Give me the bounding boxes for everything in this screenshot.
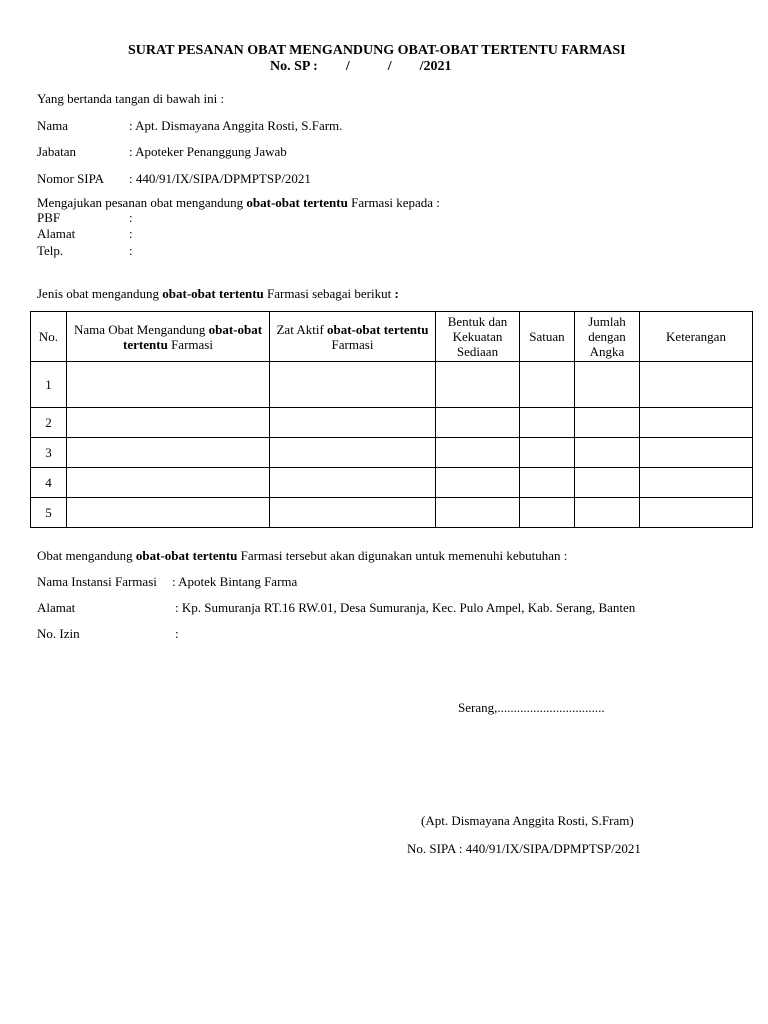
- jabatan-value: : Apoteker Penanggung Jawab: [129, 144, 287, 159]
- sp-number: [270, 59, 452, 74]
- header-zat-pre: Zat Aktif: [276, 321, 328, 337]
- instansi-value: : Apotek Bintang Farma: [172, 574, 298, 589]
- table-row: [31, 408, 753, 438]
- order-text-post: Farmasi kepada :: [347, 195, 440, 210]
- cell-nama-obat[interactable]: [67, 438, 270, 468]
- header-zat-bold: obat-obat tertentu: [327, 321, 429, 337]
- header-zat-post: Farmasi: [331, 336, 374, 352]
- intro-text: Yang bertanda tangan di bawah ini :: [37, 91, 225, 106]
- cell-nama-obat[interactable]: [67, 408, 270, 438]
- cell-keterangan[interactable]: [640, 362, 753, 408]
- cell-keterangan[interactable]: [640, 498, 753, 528]
- order-text: [37, 195, 440, 210]
- cell-bentuk[interactable]: [436, 408, 520, 438]
- cell-keterangan[interactable]: [640, 408, 753, 438]
- cell-zat-aktif[interactable]: [270, 498, 436, 528]
- header-nama-bold: obat-obat tertentu: [123, 321, 263, 352]
- table-row: [31, 362, 753, 408]
- order-text-pre: Mengajukan pesanan obat mengandung: [37, 195, 247, 210]
- header-nama-pre: Nama Obat Mengandung: [73, 321, 209, 337]
- header-no: No.: [31, 312, 67, 362]
- cell-jumlah[interactable]: [575, 362, 640, 408]
- pbf-colon: :: [129, 210, 133, 225]
- cell-zat-aktif[interactable]: [270, 468, 436, 498]
- cell-nama-obat[interactable]: [67, 498, 270, 528]
- cell-zat-aktif[interactable]: [270, 408, 436, 438]
- cell-keterangan[interactable]: [640, 468, 753, 498]
- sipa-value: : 440/91/IX/SIPA/DPMPTSP/2021: [129, 171, 311, 186]
- cell-zat-aktif[interactable]: [270, 438, 436, 468]
- nama-label: Nama: [37, 118, 69, 133]
- cell-jumlah[interactable]: [575, 408, 640, 438]
- cell-bentuk[interactable]: [436, 498, 520, 528]
- alamat-colon: :: [129, 226, 133, 241]
- drug-table: [30, 311, 753, 528]
- table-row: [31, 438, 753, 468]
- usage-pre: Obat mengandung: [37, 548, 136, 563]
- document-title: SURAT PESANAN OBAT MENGANDUNG OBAT-OBAT TERTENTU FARMASI: [128, 43, 626, 58]
- cell-satuan[interactable]: [520, 468, 575, 498]
- usage-post: Farmasi tersebut akan digunakan untuk memenuhi kebutuhan :: [237, 548, 568, 563]
- header-nama-obat: [67, 312, 270, 362]
- alamat-label: Alamat: [37, 226, 76, 241]
- cell-jumlah[interactable]: [575, 438, 640, 468]
- list-intro: [37, 286, 399, 301]
- cell-jumlah[interactable]: [575, 498, 640, 528]
- row-number: 5: [31, 498, 67, 528]
- order-text-bold: obat-obat tertentu: [246, 195, 348, 210]
- sp-year: /2021: [419, 59, 452, 74]
- izin-value: :: [175, 626, 179, 641]
- header-nama-post: Farmasi: [167, 336, 213, 352]
- header-keterangan: Keterangan: [640, 312, 753, 362]
- row-number: 1: [31, 362, 67, 408]
- izin-label: No. Izin: [37, 626, 80, 641]
- instansi-label: Nama Instansi Farmasi: [37, 574, 157, 589]
- cell-bentuk[interactable]: [436, 468, 520, 498]
- sp-slash: /: [345, 59, 350, 74]
- header-jumlah: Jumlah dengan Angka: [575, 312, 640, 362]
- signatory-name: (Apt. Dismayana Anggita Rosti, S.Fram): [421, 813, 634, 828]
- cell-jumlah[interactable]: [575, 468, 640, 498]
- place-date: Serang,.................................: [458, 700, 605, 715]
- row-number: 3: [31, 438, 67, 468]
- cell-bentuk[interactable]: [436, 362, 520, 408]
- header-zat-aktif: [270, 312, 436, 362]
- header-satuan: Satuan: [520, 312, 575, 362]
- cell-satuan[interactable]: [520, 498, 575, 528]
- cell-satuan[interactable]: [520, 438, 575, 468]
- telp-label: Telp.: [37, 243, 64, 258]
- list-intro-pre: Jenis obat mengandung: [37, 286, 163, 301]
- header-bentuk: Bentuk dan Kekuatan Sediaan: [436, 312, 520, 362]
- cell-keterangan[interactable]: [640, 438, 753, 468]
- row-number: 2: [31, 408, 67, 438]
- cell-zat-aktif[interactable]: [270, 362, 436, 408]
- cell-satuan[interactable]: [520, 408, 575, 438]
- list-intro-post: Farmasi sebagai berikut: [263, 286, 395, 301]
- jabatan-label: Jabatan: [37, 144, 76, 159]
- sp-label: No. SP :: [270, 59, 318, 74]
- table-row: [31, 468, 753, 498]
- sipa-label: Nomor SIPA: [37, 171, 105, 186]
- pbf-label: PBF: [37, 210, 61, 225]
- instansi-alamat-label: Alamat: [37, 600, 76, 615]
- sp-slash: /: [387, 59, 392, 74]
- usage-text: [37, 548, 567, 563]
- cell-nama-obat[interactable]: [67, 362, 270, 408]
- list-intro-bold: obat-obat tertentu: [162, 286, 264, 301]
- cell-satuan[interactable]: [520, 362, 575, 408]
- signatory-sipa: No. SIPA : 440/91/IX/SIPA/DPMPTSP/2021: [407, 841, 641, 856]
- instansi-alamat-value: : Kp. Sumuranja RT.16 RW.01, Desa Sumuranja, Kec. Pulo Ampel, Kab. Serang, Banten: [175, 600, 636, 615]
- nama-value: : Apt. Dismayana Anggita Rosti, S.Farm.: [129, 118, 343, 133]
- table-row: [31, 498, 753, 528]
- cell-nama-obat[interactable]: [67, 468, 270, 498]
- row-number: 4: [31, 468, 67, 498]
- table-header-row: [31, 312, 753, 362]
- cell-bentuk[interactable]: [436, 438, 520, 468]
- telp-colon: :: [129, 243, 133, 258]
- list-intro-colon: :: [394, 286, 399, 301]
- usage-bold: obat-obat tertentu: [135, 548, 238, 563]
